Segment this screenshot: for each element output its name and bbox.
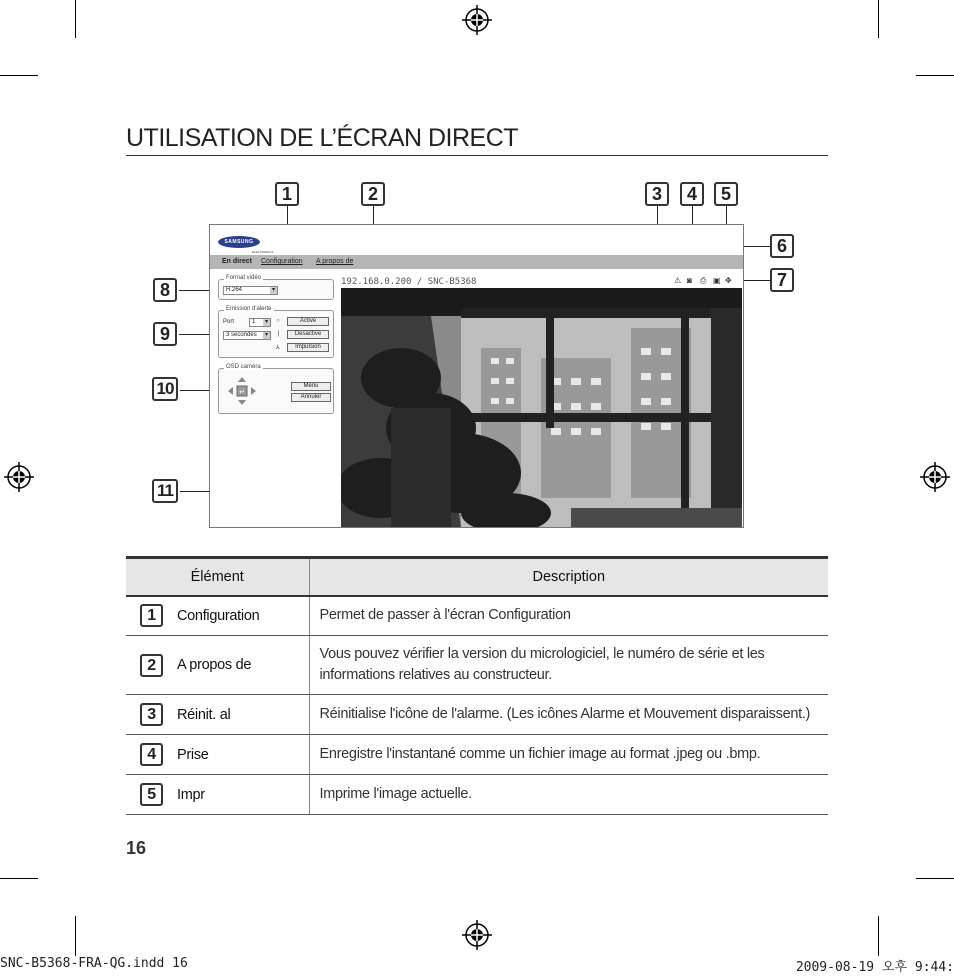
table-row — [126, 695, 828, 735]
row-description: Réinitialise l'icône de l'alarme. (Les icônes Alarme et Mouvement disparaissent.) — [309, 695, 828, 735]
row-number: 3 — [140, 703, 163, 726]
table-cell-element — [126, 636, 309, 695]
callout-1: 1 — [275, 182, 299, 206]
description-table — [126, 556, 828, 815]
active-button[interactable]: Active — [287, 317, 329, 326]
osd-menu-button[interactable]: Menu — [291, 382, 331, 391]
svg-text:↵: ↵ — [239, 388, 245, 396]
row-label: A propos de — [177, 657, 252, 673]
callout-6: 6 — [770, 234, 794, 258]
row-number: 5 — [140, 783, 163, 806]
samsung-logo: SAMSUNG — [218, 236, 260, 248]
osd-direction-pad-icon[interactable] — [227, 376, 257, 406]
port-label: Port — [223, 319, 235, 325]
registration-mark-icon — [4, 462, 34, 492]
slug-filename: SNC-B5368-FRA-QG.indd 16 — [0, 956, 188, 971]
page-number: 16 — [126, 838, 147, 858]
table-header-row — [126, 558, 828, 596]
slug-timestamp: 2009-08-19 오후 9:44: — [795, 960, 954, 975]
crop-mark — [916, 75, 954, 76]
video-format-panel — [218, 275, 334, 300]
save-icon[interactable]: ▣ — [713, 276, 721, 285]
callout-8: 8 — [153, 278, 177, 302]
fullscreen-icon[interactable]: ✥ — [725, 276, 732, 285]
alarm-output-title: Emission d'alerte — [226, 306, 272, 312]
printer-icon[interactable]: ⎙ — [700, 276, 707, 285]
table-row — [126, 775, 828, 815]
registration-mark-icon — [462, 5, 492, 35]
camera-icon[interactable]: ◙ — [687, 276, 692, 285]
nav-about[interactable]: A propos de — [316, 258, 354, 265]
row-description: Imprime l'image actuelle. — [309, 775, 828, 815]
logo-subtitle: ELECTRONICS — [252, 250, 274, 254]
row-label: Impr — [177, 786, 205, 803]
table-row — [126, 596, 828, 636]
row-label: Configuration — [177, 607, 260, 624]
callout-2: 2 — [361, 182, 385, 206]
crop-mark — [878, 0, 879, 38]
row-label: Prise — [177, 746, 209, 763]
row-description: Permet de passer à l'écran Configuration — [309, 596, 828, 636]
port-select[interactable]: 1 ▾ — [249, 318, 271, 327]
crop-mark — [0, 878, 38, 879]
table-cell-element — [126, 695, 309, 735]
active-state-icon: ○ — [276, 318, 280, 324]
pulse-button[interactable]: Impulsion — [287, 343, 329, 352]
row-number: 4 — [140, 743, 163, 766]
table-row — [126, 735, 828, 775]
osd-title: OSD caméra — [226, 364, 261, 370]
live-screen-screenshot — [209, 224, 744, 528]
crop-mark — [916, 878, 954, 879]
duration-select[interactable]: 3 secondes ▾ — [223, 331, 271, 340]
crop-mark — [75, 0, 76, 38]
pulse-state-icon: ⅄ — [276, 345, 280, 351]
crop-mark — [0, 75, 38, 76]
callout-3: 3 — [645, 182, 669, 206]
row-description: Enregistre l'instantané comme un fichier image au format .jpeg ou .bmp. — [309, 735, 828, 775]
deactive-button[interactable]: Desactive — [287, 330, 329, 339]
header-description: Description — [309, 558, 828, 596]
callout-11: 11 — [152, 479, 178, 503]
video-format-select[interactable]: H.264 ▾ — [223, 286, 278, 295]
row-number: 2 — [140, 654, 163, 677]
callout-7: 7 — [770, 268, 794, 292]
header-element: Élément — [126, 558, 309, 596]
nav-configuration[interactable]: Configuration — [261, 258, 303, 265]
row-number: 1 — [140, 604, 163, 627]
camera-address: 192.168.0.200 / SNC-B5368 — [341, 277, 477, 287]
registration-mark-icon — [920, 462, 950, 492]
nav-live[interactable]: En direct — [222, 258, 252, 265]
alarm-output-panel — [218, 306, 334, 358]
table-row — [126, 636, 828, 695]
callout-5: 5 — [714, 182, 738, 206]
title-rule — [126, 155, 828, 156]
reset-alarm-icon[interactable]: ⚠ — [674, 276, 682, 285]
osd-cancel-button[interactable]: Annuler — [291, 393, 331, 402]
osd-panel — [218, 364, 334, 414]
crop-mark — [75, 916, 76, 956]
row-label: Réinit. al — [177, 706, 231, 723]
top-nav — [210, 255, 743, 269]
callout-4: 4 — [680, 182, 704, 206]
page-title: UTILISATION DE L’ÉCRAN DIRECT — [126, 124, 519, 152]
live-video-image — [341, 288, 742, 528]
registration-mark-icon — [462, 920, 492, 950]
crop-mark — [878, 916, 879, 956]
table-cell-element — [126, 735, 309, 775]
row-description: Vous pouvez vérifier la version du micrologiciel, le numéro de série et les informations relatives au constructeur. — [309, 636, 828, 695]
video-format-title: Format vidéo — [226, 275, 262, 281]
callout-9: 9 — [153, 322, 177, 346]
table-cell-element — [126, 596, 309, 636]
callout-10: 10 — [152, 377, 178, 401]
table-cell-element — [126, 775, 309, 815]
deactive-state-icon: | — [278, 331, 280, 337]
